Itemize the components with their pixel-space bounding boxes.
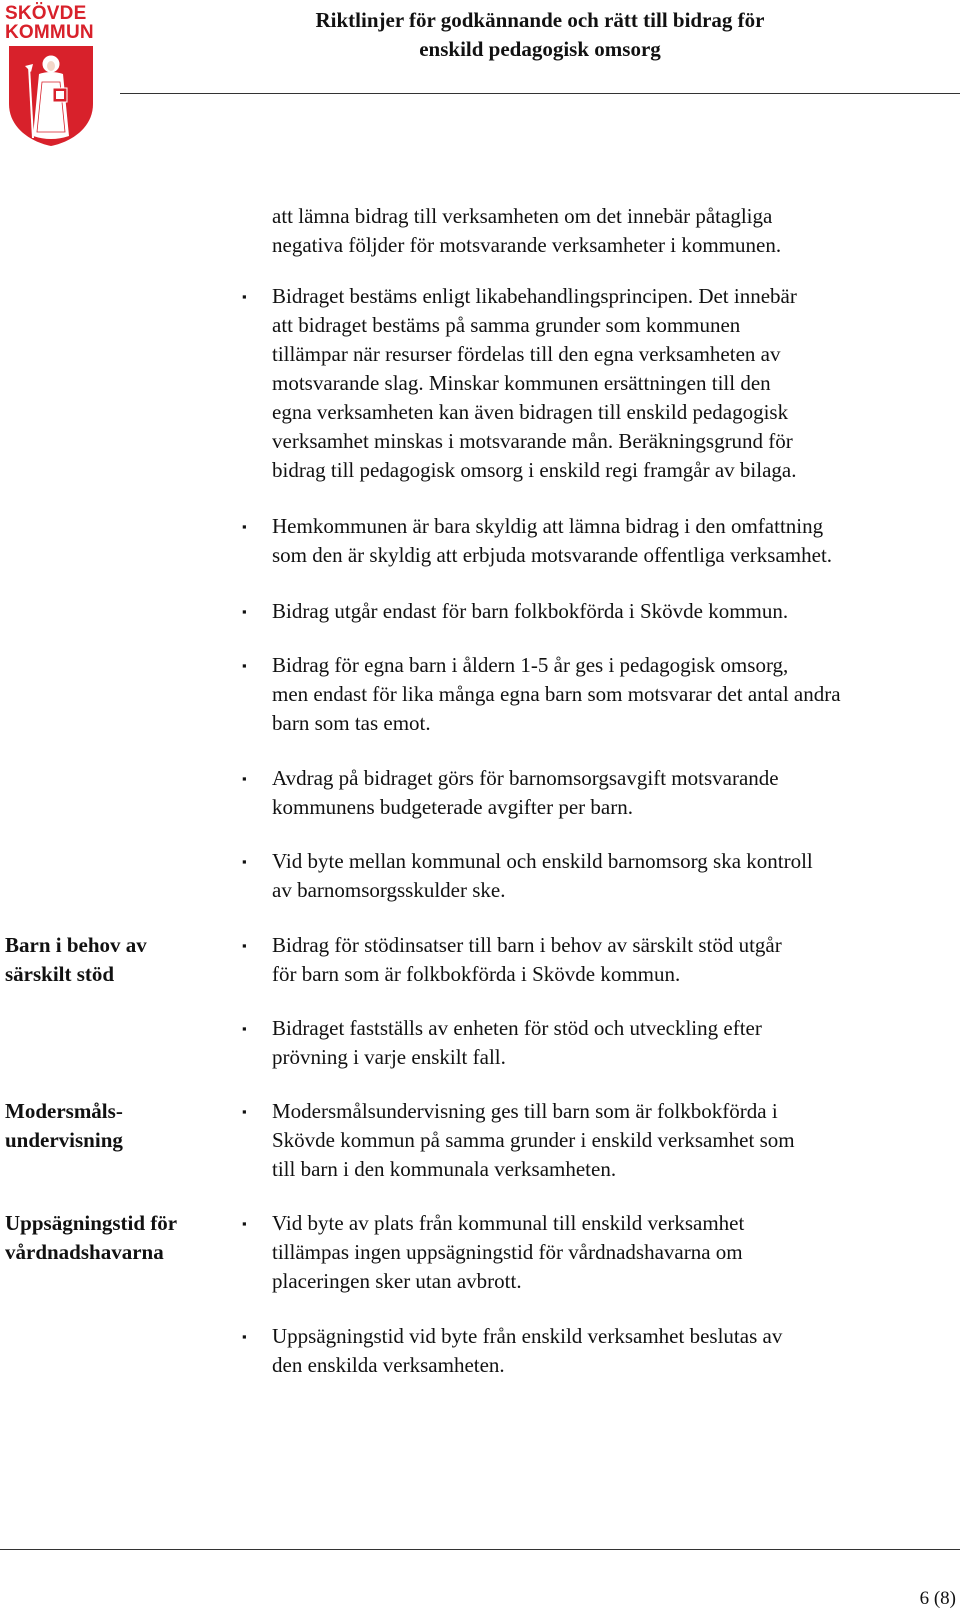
side-heading-mother-tongue: Modersmåls- undervisning [5,1099,123,1152]
document-title-line-1: Riktlinjer för godkännande och rätt till bidrag för [315,8,765,32]
bullet-marker: ▪ [242,658,247,673]
logo-text-line-1: SKÖVDE [5,3,87,24]
bullet-item: Bidraget bestäms enligt likabehandlingsprincipen. Det innebär att bidraget bestäms på samma grunder som kommunen tillämpar när resurser fördelas till den egna verksamheten av motsvarande slag. Minskar kommunen ersättningen till den egna verksamheten kan även bidragen till enskild pedagogisk verksamhet minskas i motsvarande mån. Beräkningsgrund för bidrag till pedagogisk omsorg i enskild regi framgår av bilaga. [272,284,797,482]
footer-divider [0,1549,960,1550]
bullet-marker: ▪ [242,854,247,869]
document-title-line-2: enskild pedagogisk omsorg [419,37,661,61]
bullet-marker: ▪ [242,1329,247,1344]
header-divider [120,93,960,94]
bullet-marker: ▪ [242,289,247,304]
logo-text-line-2: KOMMUN [5,22,94,43]
bullet-marker: ▪ [242,1216,247,1231]
bullet-item: Modersmålsundervisning ges till barn som är folkbokförda i Skövde kommun på samma grunder i enskild verksamhet som till barn i den kommunala verksamheten. [272,1099,795,1181]
bullet-item: Vid byte av plats från kommunal till enskild verksamhet tillämpas ingen uppsägningstid för vårdnadshavarna om placeringen sker utan avbrott. [272,1211,745,1293]
side-heading-special-support: Barn i behov av särskilt stöd [5,933,147,986]
bullet-item: Hemkommunen är bara skyldig att lämna bidrag i den omfattning som den är skyldig att erbjuda motsvarande offentliga verksamhet. [272,514,833,567]
bullet-item: Vid byte mellan kommunal och enskild barnomsorg ska kontroll av barnomsorgsskulder ske. [272,849,813,902]
page-number: 6 (8) [919,1588,956,1609]
logo-text [5,4,95,42]
bullet-marker: ▪ [242,1104,247,1119]
bullet-item: Bidrag för egna barn i åldern 1-5 år ges i pedagogisk omsorg, men endast för lika många egna barn som motsvarar det antal andra barn som tas emot. [272,653,841,735]
bullet-marker: ▪ [242,1021,247,1036]
bullet-item: Uppsägningstid vid byte från enskild verksamhet beslutas av den enskilda verksamheten. [272,1324,783,1377]
bullet-item: Bidrag för stödinsatser till barn i behov av särskilt stöd utgår för barn som är folkbokförda i Skövde kommun. [272,933,782,986]
bullet-marker: ▪ [242,771,247,786]
coat-of-arms-icon [9,46,93,146]
bullet-item: Bidrag utgår endast för barn folkbokförda i Skövde kommun. [272,599,789,623]
bullet-marker: ▪ [242,604,247,619]
intro-paragraph: att lämna bidrag till verksamheten om det innebär påtagliga negativa följder för motsvarande verksamheter i kommunen. [272,204,782,257]
bullet-marker: ▪ [242,938,247,953]
bullet-marker: ▪ [242,519,247,534]
side-heading-notice-period: Uppsägningstid för vårdnadshavarna [5,1211,178,1264]
bullet-item: Bidraget fastställs av enheten för stöd och utveckling efter prövning i varje enskilt fall. [272,1016,762,1069]
bullet-item: Avdrag på bidraget görs för barnomsorgsavgift motsvarande kommunens budgeterade avgifter per barn. [272,766,779,819]
skovde-kommun-logo [5,4,93,148]
document-title [245,6,835,64]
